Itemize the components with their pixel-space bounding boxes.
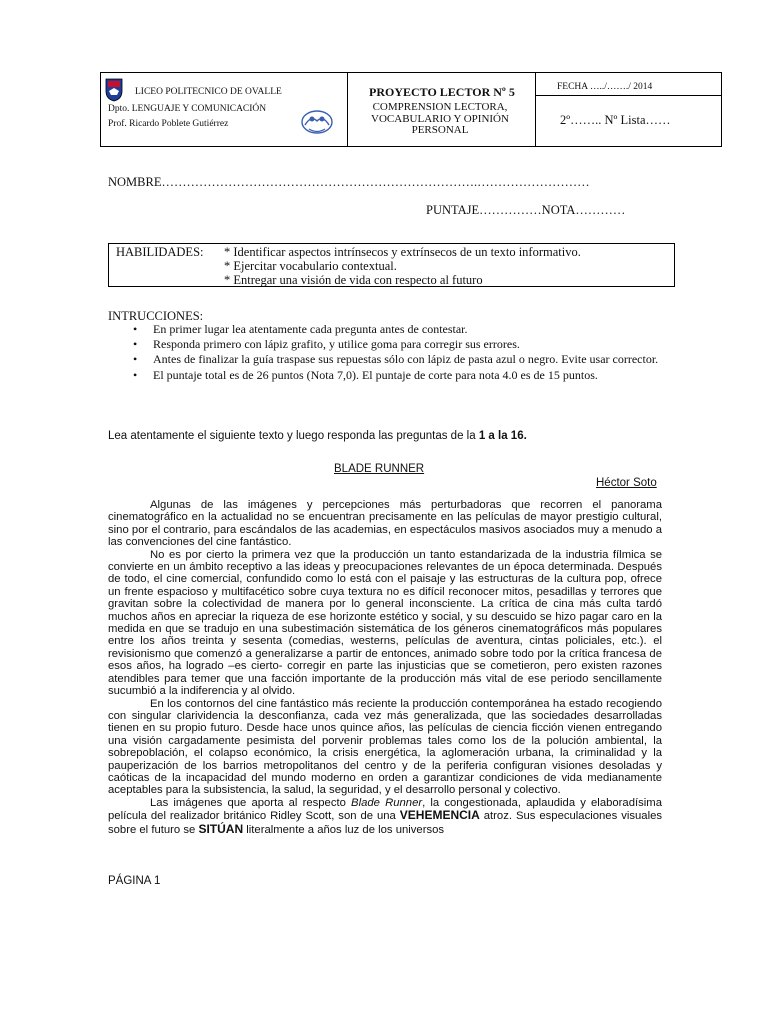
text-run: atroz. Sus especulaciones visuales sobre el futuro se [108,810,663,836]
subtitle-line: PERSONAL [411,124,469,136]
reading-logo-icon [299,107,335,137]
paragraph: No es por cierto la primera vez que la producción un tanto estandarizada de la industria fílmica se convierte en un ámbito receptivo a las ideas y preocupaciones relevantes de un época determinada. Después de todo, el cine comercial, confundido como lo está con el paisaje y las estructuras de la cultura pop, ofrece un frente espacioso y multifacético sobre cuya textura no es difícil reconocer mitos, pesadillas y terrores que gravitan sobre la colectividad de manera por lo general inconsciente. La crítica de cina más culta tardó muchos años en apreciar la riqueza de ese horizonte estético y social, y su descuido se hizo pagar caro en la medida en que se tradujo en una subestimación sistemática de los géneros cinematográficos más populares entre los años treinta y sesenta (comedias, westerns, películas de aventura, cintas policiales, etc.). el revisionismo que comenzó a generalizarse a partir de entonces, animado sobre todo por la crítica francesa de esos años, ha logrado –es cierto- corregir en parte las injusticias que se cometieron, pero existen razones atendibles para temer que una facción importante de la producción más vital de ese periodo sencillamente sucumbió a la indiferencia y al olvido. [108,548,662,698]
paragraph: Algunas de las imágenes y percepciones más perturbadoras que recorren el panorama cinematográfico en la actualidad no se encuentran precisamente en las películas de mayor prestigio cultural, sino por el contrario, para escándalos de las academias, en espectáculos masivos asociados muy a menudo a las convenciones del cine fantástico. [108,499,662,549]
date-field[interactable]: FECHA …../……./ 2014 [557,82,653,92]
page-number: PÁGINA 1 [108,875,161,887]
skills-box [108,243,675,287]
film-title: Blade Runner [351,796,423,809]
subtitle-line: COMPRENSION LECTORA, [372,101,508,113]
header-table [100,72,722,147]
paragraph: En los contornos del cine fantástico más reciente la producción contemporánea ha estado recogiendo con singular clarividencia la desconfianza, cada vez más generalizada, que las sociedades desarrolladas tienen en su propio futuro. Desde hace unos quince años, las películas de ciencia ficción vienen entregando una visión cargadamente pesimista del porvenir problemas tales como los de la polución ambiental, la sobrepoblación, el colapso económico, la crisis energética, la aglomeración urbana, la criminalidad y la pauperización de los barrios metropolitanos del centro y de la periferia configuran visiones desoladas y caóticas de la incapacidad del mundo moderno en orden a garantizar condiciones de vida medianamente aceptables para la subsistencia, la salud, la seguridad, y el desarrollo personal y colectivo. [108,697,662,797]
reading-prompt-text: Lea atentamente el siguiente texto y luego responda las preguntas de la [108,430,479,442]
header-divider [535,73,536,146]
list-item: • En primer lugar lea atentamente cada pregunta antes de contestar. [153,322,713,336]
project-subtitle [365,102,515,137]
text-run: Las imágenes que aporta al respecto [150,796,352,809]
subtitle-line: VOCABULARIO Y OPINIÓN [371,112,509,125]
list-item: • Responda primero con lápiz grafito, y utilice goma para corregir sus errores. [153,337,713,351]
paragraph [108,797,662,836]
department: Dpto. LENGUAJE Y COMUNICACIÓN [108,104,267,114]
vocab-word: VEHEMENCIA [399,808,480,823]
skill-item: * Identificar aspectos intrínsecos y extrínsecos de un texto informativo. [224,245,581,259]
text-run: literalmente a años luz de los universos [243,823,445,836]
article-body [108,499,662,836]
text-run: , la congestionada, aplaudida y elaboradísima película del realizador británico Ridley Scott, son de una [108,796,662,823]
skill-item: * Entregar una visión de vida con respecto al futuro [224,273,483,287]
professor: Prof. Ricardo Poblete Gutiérrez [108,119,229,129]
school-name: LICEO POLITECNICO DE OVALLE [135,87,282,97]
article-author: Héctor Soto [596,477,657,489]
school-emblem-icon [105,78,123,102]
header-divider [535,95,722,96]
header-divider [347,73,348,146]
grade-list-field[interactable]: 2º…….. Nº Lista…… [560,113,671,127]
list-item: • El puntaje total es de 26 puntos (Nota 7,0). El puntaje de corte para nota 4.0 es de 15 puntos. [153,368,713,382]
vocab-word: SITÚAN [198,821,244,836]
list-item: • Antes de finalizar la guía traspase sus repuestas sólo con lápiz de pasta azul o negro. Evite usar corrector. [153,352,713,366]
reading-prompt-range: 1 a la 16. [478,430,527,442]
skills-label: HABILIDADES: [116,245,204,259]
instructions-title: INTRUCCIONES: [108,309,204,323]
reading-prompt [108,430,527,442]
instructions-list [108,322,713,383]
score-grade-field[interactable]: PUNTAJE……………NOTA………… [426,203,626,217]
name-field[interactable]: NOMBRE………………………………………………………………….……………………… [108,175,590,189]
project-title: PROYECTO LECTOR Nº 5 [369,85,515,99]
skill-item: * Ejercitar vocabulario contextual. [224,259,397,273]
article-title: BLADE RUNNER [334,463,425,475]
